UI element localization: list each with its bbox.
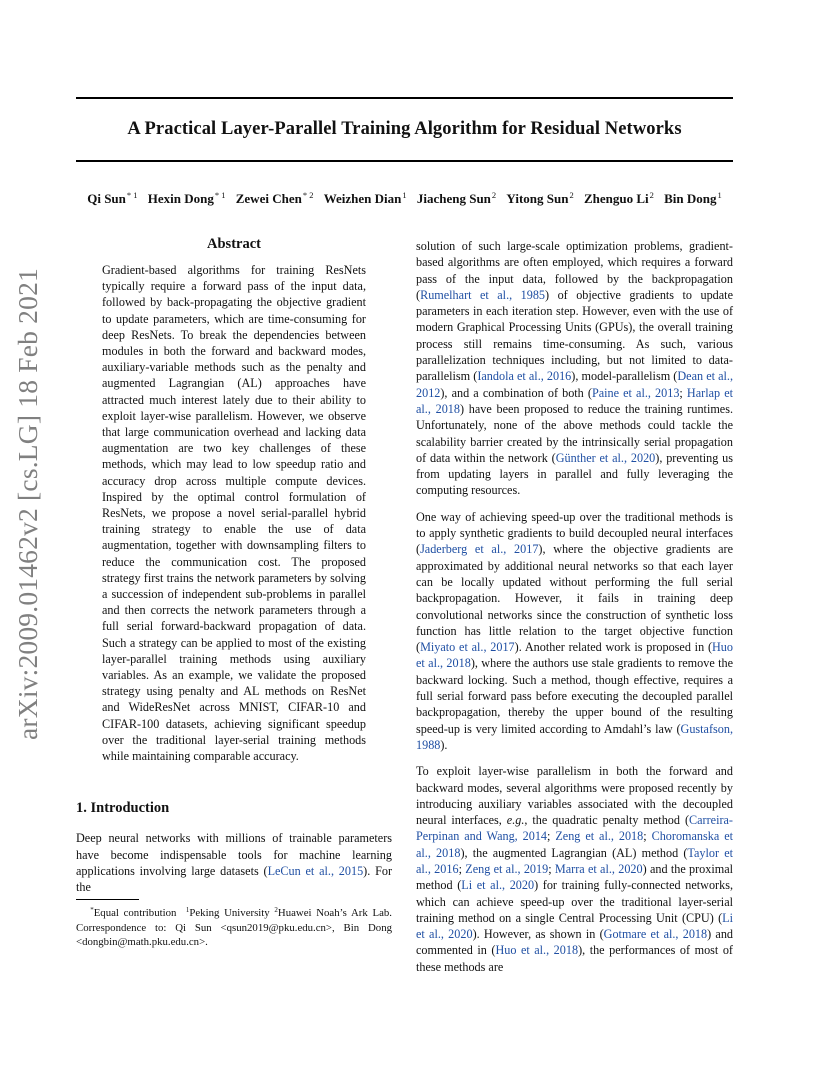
- author: Zewei Chen$^{* 2}$: [235, 190, 314, 206]
- title-bottom-rule: [76, 160, 733, 162]
- paragraph-text: ). However, as shown in (: [472, 927, 604, 942]
- citation-link[interactable]: Huo et al., 2018: [416, 640, 733, 671]
- citation-link[interactable]: Paine et al., 2013: [591, 385, 680, 400]
- citation-link[interactable]: Gustafson, 1988: [416, 721, 733, 752]
- citation-link[interactable]: Günther et al., 2020: [555, 450, 656, 465]
- author: Jiacheng Sun$^2$: [416, 190, 497, 206]
- citation-link[interactable]: LeCun et al., 2015: [267, 863, 364, 878]
- citation-link[interactable]: Jaderberg et al., 2017: [420, 542, 539, 557]
- paragraph-text: ), where the objective gradients are approximated by additional neural networks so that each layer can be locally updated without performing the full serial backpropagation. However, it fails in training deep convolutional networks since the construction of synthetic loss function has little relation to the target objective function (: [416, 542, 733, 655]
- citation-link[interactable]: Iandola et al., 2016: [477, 369, 572, 384]
- paragraph-text: ), the augmented Lagrangian (AL) method (: [460, 845, 688, 860]
- citation-link[interactable]: Zeng et al., 2019: [465, 861, 549, 876]
- abstract-text: Gradient-based algorithms for training ResNets typically require a forward pass of the input data, followed by back-propagating the objective gradient to update parameters, which are time-consuming for deep ResNets. To break the dependencies between modules in both the forward and backward modes, auxiliary-variable methods such as the penalty and augmented Lagrangian (AL) approaches have attracted much interest lately due to their ability to exploit layer-wise parallelism. However, we observe that large communication overhead and lacking data augmentation are two key challenges of these methods, which may lead to low speedup ratio and accuracy drop across multiple compute devices. Inspired by the optimal control formulation of ResNets, we propose a novel serial-parallel hybrid training strategy to enable the use of data augmentation, together with downsampling filters to reduce the communication cost. The proposed strategy first trains the network parameters by solving a succession of independent sub-problems in parallel and then corrects the network parameters through a full serial forward-backward propagation of data. Such a strategy can be applied to most of the existing layer-parallel training methods using auxiliary variables. As an example, we validate the proposed strategy using penalty and AL methods on ResNet and WideResNet across MNIST, CIFAR-10 and CIFAR-100 datasets, achieving significant speedup over the traditional layer-serial training methods while maintaining comparable accuracy.: [102, 263, 366, 764]
- paragraph-text: ;: [547, 829, 556, 844]
- paragraph-text: ).: [440, 737, 448, 752]
- author: Bin Dong$^1$: [664, 190, 722, 206]
- left-column: [76, 236, 392, 895]
- paragraph-text: ), model-parallelism (: [571, 369, 678, 384]
- citation-link[interactable]: Carreira-Perpinan and Wang, 2014: [416, 813, 733, 844]
- paragraph-text: ), where the authors use stale gradients to remove the backward locking. Such a method, though effective, requires a full serial forward pass before executing the decoupled parallel backpropagation, thereby the upper bound of the resulting speed-up is very limited according to Amdahl’s law (: [416, 656, 733, 736]
- citation-link[interactable]: Miyato et al., 2017: [420, 640, 515, 655]
- paragraph-text: , the quadratic penalty method (: [524, 813, 690, 828]
- paragraph-text: ) for training fully-connected networks, which can achieve speed-up over the traditional layer-serial training method on a single Central Processing Unit (CPU) (: [416, 878, 734, 925]
- paragraph-text: One way of achieving speed-up over the traditional methods is to apply synthetic gradients to build decoupled neural interfaces (: [416, 509, 733, 557]
- arxiv-stamp: arXiv:2009.01462v2 [cs.LG] 18 Feb 2021: [12, 268, 43, 740]
- paragraph-text: ;: [643, 829, 652, 844]
- author: Qi Sun$^{* 1}$: [87, 190, 138, 206]
- body-paragraph: [416, 509, 733, 753]
- paragraph-text: ), the performances of most of these methods are: [416, 943, 733, 974]
- citation-link[interactable]: Li et al., 2020: [416, 910, 733, 942]
- paragraph-text: ), and a combination of both (: [440, 385, 592, 400]
- citation-link[interactable]: Gotmare et al., 2018: [603, 927, 708, 942]
- paper-title: A Practical Layer-Parallel Training Algorithm for Residual Networks: [127, 119, 682, 139]
- paragraph-text: To exploit layer-wise parallelism in both the forward and backward modes, several algorithms were proposed recently by introducing auxiliary variables associated with the decoupled neural interfaces,: [416, 764, 733, 828]
- author: Zhenguo Li$^2$: [583, 190, 654, 206]
- citation-link[interactable]: Taylor et al., 2016: [416, 845, 734, 876]
- citation-link[interactable]: Li et al., 2020: [461, 878, 535, 893]
- paragraph-text: ). Another related work is proposed in (: [514, 640, 712, 655]
- citation-link[interactable]: Rumelhart et al., 1985: [420, 287, 546, 302]
- citation-link[interactable]: Choromanska et al., 2018: [416, 829, 734, 860]
- introduction-paragraph: Deep neural networks with millions of trainable parameters have become indispensable tools for machine learning applications involving large datasets (LeCun et al., 2015). For the: [76, 831, 392, 894]
- citation-link[interactable]: Dean et al., 2012: [416, 369, 733, 400]
- citation-link[interactable]: Huo et al., 2018: [495, 943, 579, 958]
- footnote-rule: [76, 899, 139, 900]
- author-list: [76, 190, 733, 207]
- paragraph-text: ) have been proposed to reduce the training runtimes. Unfortunately, none of the above methods could tackle the scalability barrier created by the intrinsically serial propagation of data within the network (: [416, 401, 734, 465]
- citation-link[interactable]: Zeng et al., 2018: [555, 829, 644, 844]
- paragraph-text: ) and the proximal method (: [416, 861, 734, 893]
- paragraph-text: solution of such large-scale optimization problems, gradient-based algorithms are often employed, which requires a forward pass of the input data, followed by the backpropagation (: [416, 239, 733, 302]
- italic-text: e.g.: [506, 813, 525, 828]
- citation-link[interactable]: Harlap et al., 2018: [416, 385, 733, 416]
- footnote: *Equal contribution $^1$Peking University $^2$Huawei Noah’s Ark Lab. Correspondence to: Qi Sun <qsun2019@pku.edu.cn>, Bin Dong <dongbin@math.pku.edu.cn>.: [76, 906, 392, 948]
- paragraph-text: ;: [548, 861, 555, 876]
- author: Weizhen Dian$^1$: [323, 190, 407, 206]
- right-column: [416, 238, 733, 985]
- author: Hexin Dong$^{* 1}$: [147, 190, 226, 206]
- title-top-rule: [76, 97, 733, 99]
- author: Yitong Sun$^2$: [506, 190, 574, 206]
- citation-link[interactable]: Marra et al., 2020: [554, 861, 643, 876]
- section-heading-introduction: 1. Introduction: [76, 800, 170, 817]
- abstract-heading: Abstract: [207, 236, 261, 252]
- paragraph-text: ;: [458, 861, 466, 876]
- paragraph-text: ), preventing us from updating layers in parallel and fully leveraging the computing resources.: [416, 450, 734, 498]
- body-paragraph: [416, 238, 733, 499]
- paragraph-text: ) and commented in (: [416, 927, 734, 958]
- paragraph-text: ) of objective gradients to update parameters in each iteration step. However, even with the use of modern Graphical Processing Units (GPUs), the overall training process still remains time-consuming. As such, various parallelization techniques including, but not limited to data-parallelism (: [416, 287, 733, 384]
- body-paragraph: [416, 763, 733, 975]
- paragraph-text: ;: [679, 385, 687, 400]
